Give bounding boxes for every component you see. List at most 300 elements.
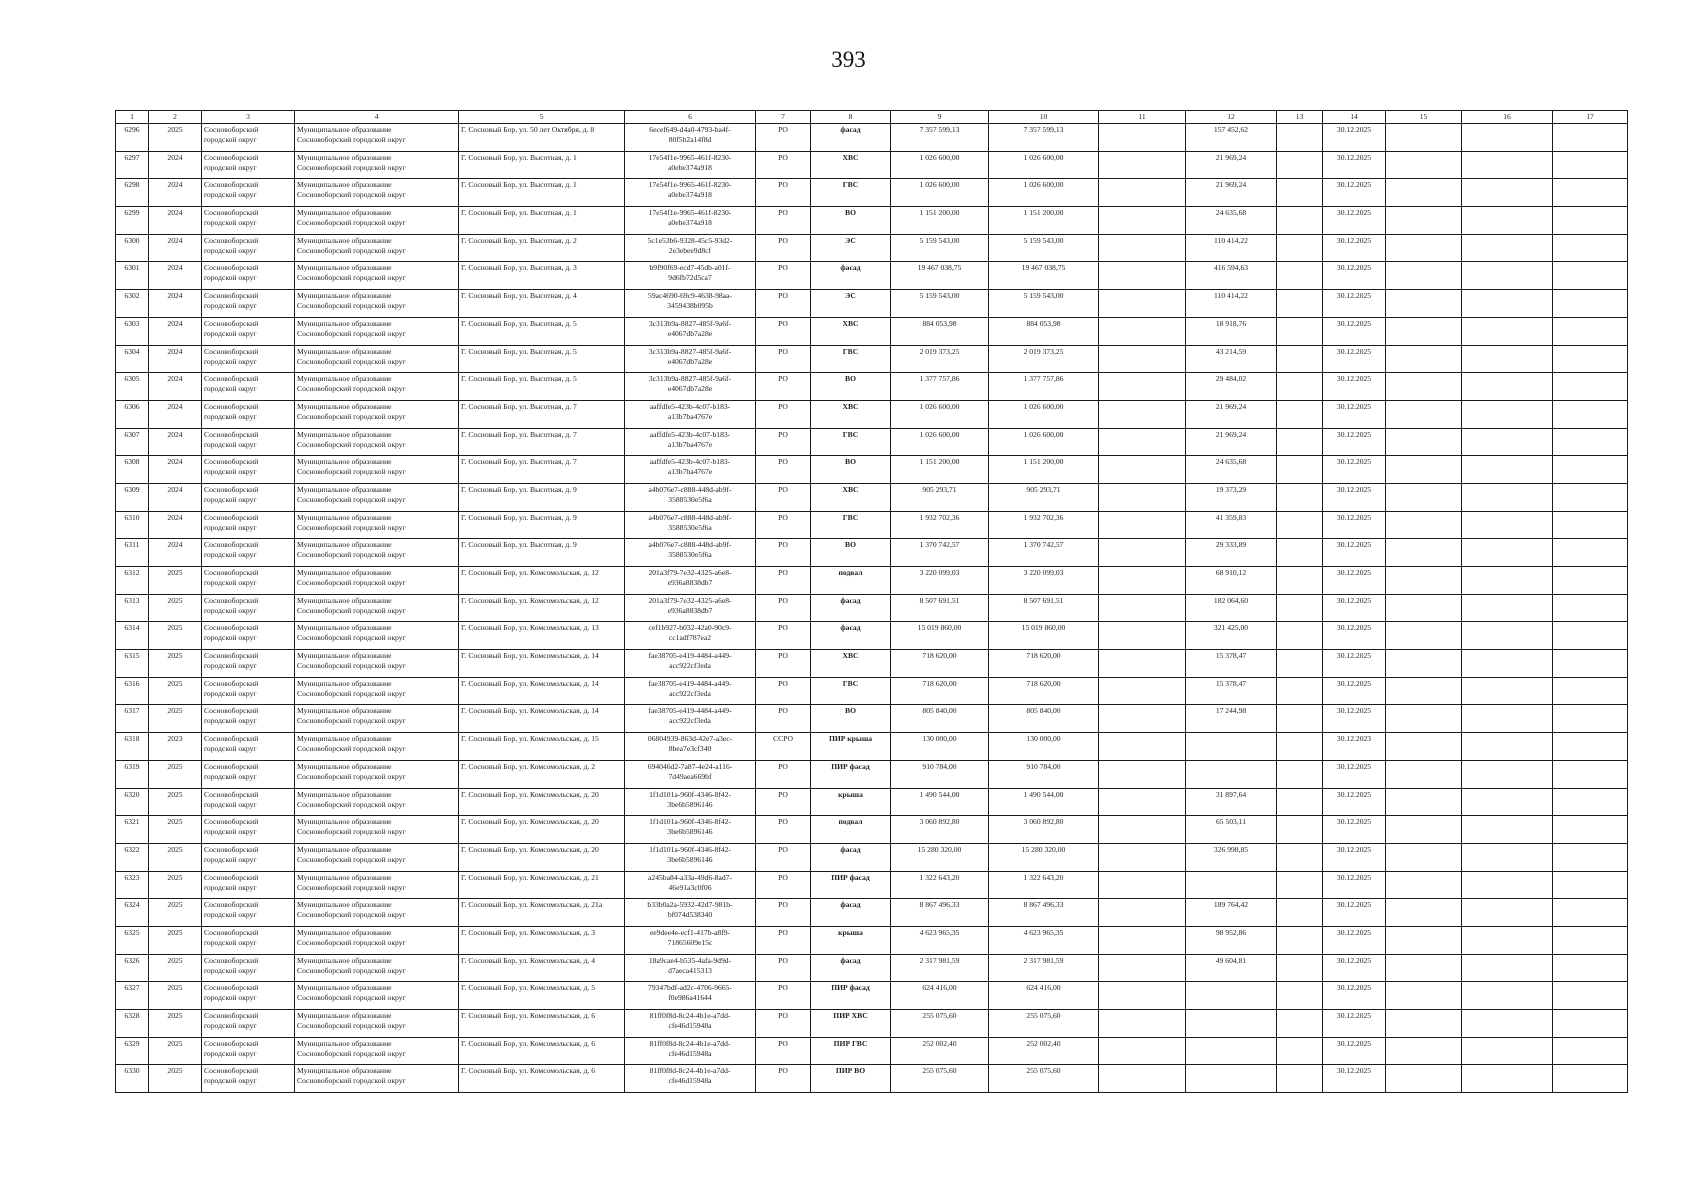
cell-col-11 (1099, 622, 1186, 650)
column-header-17: 17 (1553, 111, 1628, 124)
cell-house-guid (625, 290, 756, 318)
cell-cost: 805 840,00 (891, 705, 989, 733)
cell-address: Г. Сосновый Бор, ул. 50 лет Октября, д. 8 (459, 124, 625, 152)
cell-program: РО (756, 483, 811, 511)
cell-date: 30.12.2025 (1323, 650, 1386, 678)
cell-col-11 (1099, 788, 1186, 816)
cell-year: 2025 (149, 622, 202, 650)
table-row (116, 705, 1628, 733)
cell-cost: 1 026 600,00 (891, 179, 989, 207)
cell-work-type: ГВС (811, 179, 891, 207)
cell-program: РО (756, 511, 811, 539)
cell-col-12 (1186, 1010, 1277, 1038)
cell-total: 1 026 600,00 (989, 428, 1099, 456)
cell-col-13 (1277, 816, 1323, 844)
cell-number: 6312 (116, 567, 149, 595)
cell-municipality-line: Муниципальное образование (297, 484, 392, 494)
cell-col-16 (1462, 650, 1553, 678)
cell-col-13 (1277, 124, 1323, 152)
cell-year: 2024 (149, 290, 202, 318)
cell-municipality (295, 456, 459, 484)
column-header-2: 2 (149, 111, 202, 124)
cell-cost: 910 784,00 (891, 760, 989, 788)
cell-program: ССРО (756, 733, 811, 761)
cell-col-16 (1462, 1065, 1553, 1093)
cell-work-type: ПИР ХВС (811, 1010, 891, 1038)
cell-house-guid-line: 3c313b9a-8827-485f-9a6f- (648, 346, 732, 356)
cell-cost: 2 019 373,25 (891, 345, 989, 373)
cell-municipality-line: Сосновоборский городской округ (297, 993, 406, 1003)
cell-municipality (295, 677, 459, 705)
cell-district-line: Сосновоборский (204, 927, 259, 937)
cell-col-12: 326 998,85 (1186, 843, 1277, 871)
cell-year: 2023 (149, 733, 202, 761)
cell-district-line: Сосновоборский (204, 457, 259, 467)
cell-total: 1 932 702,36 (989, 511, 1099, 539)
cell-date: 30.12.2025 (1323, 788, 1386, 816)
cell-cost: 5 159 543,00 (891, 290, 989, 318)
cell-district-line: городской округ (204, 273, 257, 283)
cell-district-line: городской округ (204, 605, 257, 615)
cell-municipality-line: Сосновоборский городской округ (297, 1076, 406, 1086)
cell-district-line: городской округ (204, 910, 257, 920)
cell-municipality (295, 899, 459, 927)
cell-col-17 (1553, 124, 1628, 152)
cell-total: 884 053,98 (989, 317, 1099, 345)
cell-house-guid-line: cfe46d15948a (668, 1076, 712, 1086)
cell-col-13 (1277, 843, 1323, 871)
cell-municipality-line: Муниципальное образование (297, 318, 392, 328)
cell-house-guid-line: 71865609e15c (667, 937, 713, 947)
cell-house-guid (625, 954, 756, 982)
cell-work-type: фасад (811, 843, 891, 871)
cell-col-13 (1277, 179, 1323, 207)
cell-col-11 (1099, 926, 1186, 954)
cell-cost: 718 620,00 (891, 677, 989, 705)
cell-municipality-line: Муниципальное образование (297, 263, 392, 273)
cell-municipality (295, 400, 459, 428)
column-header-11: 11 (1099, 111, 1186, 124)
cell-col-11 (1099, 567, 1186, 595)
cell-date: 30.12.2025 (1323, 954, 1386, 982)
cell-col-12: 17 244,98 (1186, 705, 1277, 733)
cell-municipality (295, 290, 459, 318)
table-row (116, 511, 1628, 539)
cell-cost: 255 075,60 (891, 1065, 989, 1093)
cell-address: Г. Сосновый Бор, ул. Комсомольская, д. 6 (459, 1010, 625, 1038)
cell-col-12: 21 969,24 (1186, 400, 1277, 428)
registry-table (115, 110, 1628, 1093)
cell-district-line: городской округ (204, 633, 257, 643)
cell-address: Г. Сосновый Бор, ул. Высотная, д. 9 (459, 483, 625, 511)
cell-cost: 1 026 600,00 (891, 151, 989, 179)
cell-municipality-line: Сосновоборский городской округ (297, 301, 406, 311)
cell-work-type: ВО (811, 373, 891, 401)
cell-house-guid-line: e4067db7a28e (667, 356, 713, 366)
cell-col-15 (1386, 1065, 1462, 1093)
cell-program: РО (756, 373, 811, 401)
cell-col-11 (1099, 234, 1186, 262)
cell-district (202, 899, 295, 927)
cell-house-guid-line: 06804939-863d-42e7-a3ec- (647, 734, 733, 744)
cell-year: 2024 (149, 373, 202, 401)
cell-number: 6325 (116, 926, 149, 954)
cell-number: 6322 (116, 843, 149, 871)
cell-district-line: Сосновоборский (204, 291, 259, 301)
cell-house-guid-line: cc1adf787ea2 (668, 633, 712, 643)
column-header-1: 1 (116, 111, 149, 124)
cell-district-line: городской округ (204, 827, 257, 837)
cell-municipality-line: Сосновоборский городской округ (297, 467, 406, 477)
cell-house-guid (625, 843, 756, 871)
cell-col-11 (1099, 345, 1186, 373)
cell-house-guid (625, 234, 756, 262)
table-row (116, 317, 1628, 345)
cell-municipality (295, 567, 459, 595)
cell-district-line: Сосновоборский (204, 318, 259, 328)
cell-municipality (295, 511, 459, 539)
table-row (116, 567, 1628, 595)
cell-number: 6302 (116, 290, 149, 318)
cell-col-11 (1099, 760, 1186, 788)
column-header-12: 12 (1186, 111, 1277, 124)
column-header-10: 10 (989, 111, 1099, 124)
cell-date: 30.12.2025 (1323, 373, 1386, 401)
cell-municipality (295, 1010, 459, 1038)
cell-address: Г. Сосновый Бор, ул. Комсомольская, д. 20 (459, 843, 625, 871)
cell-col-16 (1462, 843, 1553, 871)
cell-program: РО (756, 234, 811, 262)
cell-cost: 718 620,00 (891, 650, 989, 678)
cell-house-guid-line: a13b7ba4767e (667, 439, 713, 449)
cell-municipality-line: Муниципальное образование (297, 429, 392, 439)
cell-date: 30.12.2025 (1323, 677, 1386, 705)
cell-district-line: городской округ (204, 439, 257, 449)
cell-municipality (295, 1065, 459, 1093)
cell-district (202, 843, 295, 871)
cell-municipality-line: Муниципальное образование (297, 208, 392, 218)
cell-col-12: 68 910,12 (1186, 567, 1277, 595)
cell-work-type: фасад (811, 622, 891, 650)
cell-municipality (295, 1037, 459, 1065)
cell-house-guid-line: acc922cf3eda (669, 716, 711, 726)
cell-program: РО (756, 345, 811, 373)
cell-house-guid-line: d7aeca415313 (668, 965, 712, 975)
cell-number: 6319 (116, 760, 149, 788)
cell-col-17 (1553, 456, 1628, 484)
cell-house-guid-line: 3588530e5f6a (668, 522, 712, 532)
cell-year: 2025 (149, 124, 202, 152)
cell-municipality-line: Муниципальное образование (297, 401, 392, 411)
cell-col-16 (1462, 871, 1553, 899)
cell-house-guid (625, 567, 756, 595)
cell-col-11 (1099, 483, 1186, 511)
cell-district-line: городской округ (204, 1048, 257, 1058)
cell-date: 30.12.2025 (1323, 816, 1386, 844)
cell-house-guid (625, 345, 756, 373)
cell-municipality-line: Муниципальное образование (297, 872, 392, 882)
cell-col-15 (1386, 843, 1462, 871)
cell-work-type: ПИР крыша (811, 733, 891, 761)
table-row (116, 1065, 1628, 1093)
cell-year: 2025 (149, 788, 202, 816)
cell-col-17 (1553, 760, 1628, 788)
cell-date: 30.12.2025 (1323, 622, 1386, 650)
cell-municipality-line: Муниципальное образование (297, 678, 392, 688)
cell-col-12: 15 378,47 (1186, 677, 1277, 705)
cell-col-12: 43 214,59 (1186, 345, 1277, 373)
cell-col-11 (1099, 511, 1186, 539)
cell-col-15 (1386, 179, 1462, 207)
cell-house-guid-line: 3c313b9a-8827-485f-9a6f- (648, 318, 732, 328)
cell-address: Г. Сосновый Бор, ул. Комсомольская, д. 14 (459, 705, 625, 733)
cell-work-type: подвал (811, 567, 891, 595)
cell-col-11 (1099, 650, 1186, 678)
cell-address: Г. Сосновый Бор, ул. Комсомольская, д. 5 (459, 982, 625, 1010)
table-row (116, 622, 1628, 650)
cell-district-line: городской округ (204, 937, 257, 947)
cell-col-13 (1277, 373, 1323, 401)
cell-district (202, 317, 295, 345)
cell-district (202, 456, 295, 484)
cell-address: Г. Сосновый Бор, ул. Высотная, д. 7 (459, 400, 625, 428)
cell-year: 2025 (149, 899, 202, 927)
cell-municipality-line: Сосновоборский городской округ (297, 439, 406, 449)
cell-cost: 15 019 860,00 (891, 622, 989, 650)
cell-total: 1 151 200,00 (989, 207, 1099, 235)
cell-district-line: городской округ (204, 135, 257, 144)
cell-municipality-line: Муниципальное образование (297, 623, 392, 633)
cell-district-line: Сосновоборский (204, 595, 259, 605)
cell-cost: 252 002,40 (891, 1037, 989, 1065)
cell-program: РО (756, 650, 811, 678)
cell-col-16 (1462, 567, 1553, 595)
cell-address: Г. Сосновый Бор, ул. Высотная, д. 5 (459, 373, 625, 401)
cell-municipality-line: Сосновоборский городской округ (297, 411, 406, 421)
table-row (116, 345, 1628, 373)
cell-municipality (295, 705, 459, 733)
cell-col-11 (1099, 816, 1186, 844)
cell-program: РО (756, 899, 811, 927)
cell-address: Г. Сосновый Бор, ул. Высотная, д. 1 (459, 179, 625, 207)
cell-address: Г. Сосновый Бор, ул. Комсомольская, д. 20 (459, 788, 625, 816)
cell-col-13 (1277, 567, 1323, 595)
cell-col-12: 21 969,24 (1186, 179, 1277, 207)
cell-date: 30.12.2025 (1323, 400, 1386, 428)
cell-number: 6323 (116, 871, 149, 899)
cell-house-guid-line: a0ebe374a918 (668, 190, 712, 200)
table-row (116, 760, 1628, 788)
cell-col-13 (1277, 650, 1323, 678)
cell-house-guid-line: cfe46d15948a (668, 1021, 712, 1030)
cell-district (202, 982, 295, 1010)
cell-house-guid-line: fae38705-e419-4484-a449- (648, 651, 732, 661)
cell-number: 6318 (116, 733, 149, 761)
cell-municipality-line: Муниципальное образование (297, 346, 392, 356)
cell-address: Г. Сосновый Бор, ул. Высотная, д. 5 (459, 317, 625, 345)
cell-district (202, 345, 295, 373)
cell-total: 624 416,00 (989, 982, 1099, 1010)
cell-cost: 3 220 099,03 (891, 567, 989, 595)
cell-year: 2024 (149, 262, 202, 290)
cell-house-guid-line: 18a9cae4-b535-4afa-9d9d- (648, 955, 732, 965)
cell-work-type: ЭС (811, 234, 891, 262)
cell-house-guid-line: 17e54f1e-9965-461f-8230- (648, 180, 732, 190)
cell-district-line: городской округ (204, 245, 257, 255)
cell-municipality (295, 373, 459, 401)
cell-district (202, 733, 295, 761)
cell-house-guid-line: 694046d2-7a87-4e24-a116- (647, 761, 733, 771)
cell-col-12: 110 414,22 (1186, 234, 1277, 262)
cell-work-type: фасад (811, 124, 891, 152)
cell-program: РО (756, 871, 811, 899)
cell-col-11 (1099, 954, 1186, 982)
cell-date: 30.12.2025 (1323, 899, 1386, 927)
cell-col-15 (1386, 124, 1462, 152)
cell-year: 2024 (149, 151, 202, 179)
cell-col-13 (1277, 982, 1323, 1010)
cell-house-guid-line: a13b7ba4767e (667, 411, 713, 421)
cell-work-type: ВО (811, 207, 891, 235)
cell-col-17 (1553, 899, 1628, 927)
cell-col-15 (1386, 567, 1462, 595)
cell-col-13 (1277, 234, 1323, 262)
cell-total: 718 620,00 (989, 677, 1099, 705)
cell-col-17 (1553, 400, 1628, 428)
cell-district (202, 1065, 295, 1093)
cell-year: 2024 (149, 207, 202, 235)
cell-total: 5 159 543,00 (989, 234, 1099, 262)
cell-col-16 (1462, 262, 1553, 290)
cell-address: Г. Сосновый Бор, ул. Высотная, д. 1 (459, 151, 625, 179)
table-row (116, 982, 1628, 1010)
cell-house-guid (625, 788, 756, 816)
cell-col-17 (1553, 317, 1628, 345)
cell-cost: 884 053,98 (891, 317, 989, 345)
cell-house-guid-line: 17e54f1e-9965-461f-8230- (648, 152, 732, 162)
cell-col-15 (1386, 373, 1462, 401)
cell-work-type: ХВС (811, 483, 891, 511)
cell-cost: 905 293,71 (891, 483, 989, 511)
cell-col-16 (1462, 733, 1553, 761)
cell-municipality-line: Сосновоборский городской округ (297, 550, 406, 560)
cell-col-13 (1277, 317, 1323, 345)
cell-house-guid (625, 705, 756, 733)
cell-col-17 (1553, 234, 1628, 262)
cell-col-11 (1099, 428, 1186, 456)
cell-col-12: 65 503,11 (1186, 816, 1277, 844)
cell-col-16 (1462, 982, 1553, 1010)
cell-work-type: ХВС (811, 400, 891, 428)
cell-col-11 (1099, 871, 1186, 899)
cell-district-line: Сосновоборский (204, 623, 259, 633)
cell-municipality-line: Сосновоборский городской округ (297, 494, 406, 504)
cell-number: 6329 (116, 1037, 149, 1065)
cell-col-12: 29 333,89 (1186, 539, 1277, 567)
cell-district (202, 151, 295, 179)
cell-date: 30.12.2025 (1323, 1037, 1386, 1065)
cell-col-15 (1386, 954, 1462, 982)
cell-col-11 (1099, 899, 1186, 927)
cell-municipality-line: Муниципальное образование (297, 789, 392, 799)
cell-date: 30.12.2025 (1323, 124, 1386, 152)
cell-district-line: городской округ (204, 578, 257, 587)
cell-date: 30.12.2025 (1323, 234, 1386, 262)
cell-municipality-line: Муниципальное образование (297, 180, 392, 190)
cell-district (202, 207, 295, 235)
cell-number: 6326 (116, 954, 149, 982)
cell-col-12: 110 414,22 (1186, 290, 1277, 318)
cell-col-13 (1277, 622, 1323, 650)
cell-program: РО (756, 594, 811, 622)
cell-date: 30.12.2025 (1323, 290, 1386, 318)
cell-district (202, 124, 295, 152)
cell-municipality (295, 843, 459, 871)
cell-number: 6307 (116, 428, 149, 456)
cell-col-17 (1553, 290, 1628, 318)
cell-house-guid (625, 816, 756, 844)
cell-col-16 (1462, 760, 1553, 788)
cell-col-17 (1553, 622, 1628, 650)
table-row (116, 677, 1628, 705)
cell-house-guid (625, 262, 756, 290)
cell-date: 30.12.2025 (1323, 151, 1386, 179)
cell-municipality (295, 207, 459, 235)
cell-col-17 (1553, 567, 1628, 595)
cell-district-line: Сосновоборский (204, 955, 259, 965)
table-row (116, 594, 1628, 622)
table-header (116, 111, 1628, 124)
cell-col-11 (1099, 262, 1186, 290)
cell-house-guid-line: ee9dee4e-ecf1-417b-a8f9- (649, 927, 731, 937)
cell-program: РО (756, 816, 811, 844)
cell-col-12: 49 604,81 (1186, 954, 1277, 982)
cell-col-12: 416 594,63 (1186, 262, 1277, 290)
cell-district-line: Сосновоборский (204, 872, 259, 882)
cell-district-line: городской округ (204, 218, 257, 228)
cell-col-17 (1553, 207, 1628, 235)
cell-col-13 (1277, 345, 1323, 373)
cell-total: 252 002,40 (989, 1037, 1099, 1065)
cell-house-guid (625, 622, 756, 650)
cell-house-guid-line: 201a3f79-7e32-4325-a6e8- (648, 568, 732, 577)
cell-house-guid-line: a13b7ba4767e (667, 467, 713, 477)
cell-col-15 (1386, 234, 1462, 262)
cell-col-12: 15 378,47 (1186, 650, 1277, 678)
cell-address: Г. Сосновый Бор, ул. Комсомольская, д. 6 (459, 1065, 625, 1093)
cell-district-line: городской округ (204, 301, 257, 311)
cell-district-line: Сосновоборский (204, 1011, 259, 1020)
cell-col-17 (1553, 954, 1628, 982)
cell-date: 30.12.2025 (1323, 982, 1386, 1010)
cell-col-15 (1386, 290, 1462, 318)
cell-program: РО (756, 705, 811, 733)
cell-year: 2025 (149, 816, 202, 844)
cell-program: РО (756, 124, 811, 152)
cell-municipality (295, 982, 459, 1010)
cell-municipality-line: Муниципальное образование (297, 374, 392, 384)
cell-col-13 (1277, 788, 1323, 816)
cell-municipality-line: Сосновоборский городской округ (297, 882, 406, 892)
table-row (116, 1037, 1628, 1065)
cell-number: 6311 (116, 539, 149, 567)
cell-district-line: Сосновоборский (204, 401, 259, 411)
cell-col-12: 29 484,02 (1186, 373, 1277, 401)
cell-col-17 (1553, 982, 1628, 1010)
cell-col-15 (1386, 622, 1462, 650)
cell-total: 2 317 981,59 (989, 954, 1099, 982)
cell-col-17 (1553, 926, 1628, 954)
